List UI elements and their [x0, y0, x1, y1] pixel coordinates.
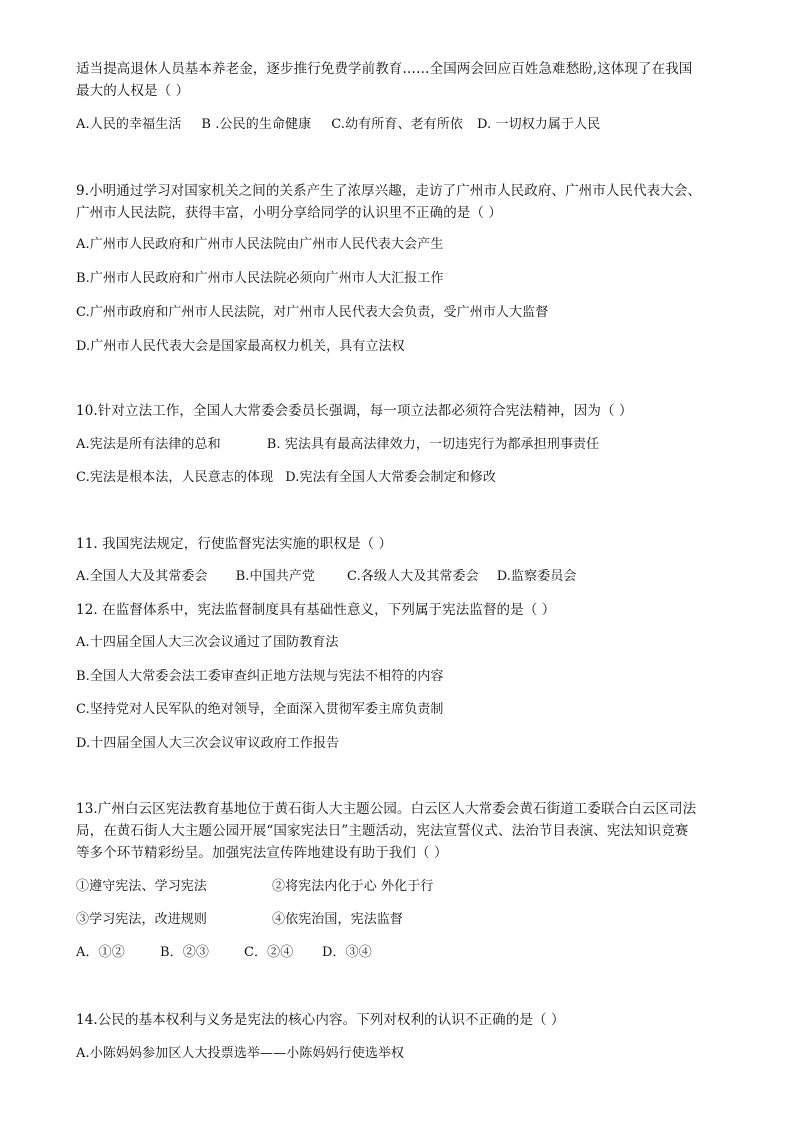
q11-option-b: B.中国共产党 — [235, 569, 316, 584]
q14-stem: 14.公民的基本权利与义务是宪法的核心内容。下列对权利的认识不正确的是（ ） — [76, 1012, 565, 1028]
q11-stem: 11. 我国宪法规定，行使监督宪法实施的职权是（ ） — [76, 536, 393, 552]
q13-items-row1 — [76, 878, 433, 896]
q8-option-d: D. 一切权力属于人民 — [476, 117, 601, 132]
q13-stem-line1: 13.广州白云区宪法教育基地位于黄石街人大主题公园。白云区人大常委会黄石街道工委联合白云区司法 — [76, 801, 697, 817]
q13-items-row2 — [76, 911, 403, 929]
q12-stem: 12. 在监督体系中，宪法监督制度具有基础性意义，下列属于宪法监督的是（ ） — [76, 602, 556, 618]
q13-item-3: ③学习宪法，改进规则 — [76, 912, 208, 927]
q8-options — [76, 116, 600, 134]
q11-options — [76, 568, 577, 586]
q8-stem-line2: 最大的人权是（ ） — [76, 83, 190, 99]
q10-options-row2 — [76, 469, 496, 487]
q10-option-a: A.宪法是所有法律的总和 — [76, 437, 221, 452]
q9-stem-line1: 9.小明通过学习对国家机关之间的关系产生了浓厚兴趣，走访了广州市人民政府、广州市人民代表大会、 — [76, 183, 702, 199]
q13-item-2: ②将宪法内化于心 外化于行 — [272, 879, 434, 894]
q9-option-a: A.广州市人民政府和广州市人民法院由广州市人民代表大会产生 — [76, 237, 444, 252]
q13-stem-line2: 局，在黄石街人大主题公园开展“国家宪法日”主题活动，宪法宣誓仪式、法治节目表演、宪法知识竞赛 — [76, 823, 689, 839]
q12-option-d: D.十四届全国人大三次会议审议政府工作报告 — [76, 736, 340, 751]
q9-stem-line2: 广州市人民法院，获得丰富，小明分享给同学的认识里不正确的是（ ） — [76, 205, 502, 221]
q12-option-a: A.十四届全国人大三次会议通过了国防教育法 — [76, 635, 339, 650]
q11-option-c: C.各级人大及其常委会 — [347, 569, 479, 584]
q11-option-a: A.全国人大及其常委会 — [76, 569, 208, 584]
q13-item-1: ①遵守宪法、学习宪法 — [76, 879, 208, 894]
q13-stem-line3: 等多个环节精彩纷呈。加强宪法宣传阵地建设有助于我们（ ） — [76, 845, 448, 861]
q10-option-d: D.宪法有全国人大常委会制定和修改 — [285, 470, 497, 485]
q13-options — [76, 944, 372, 962]
q13-option-c: C．②④ — [244, 945, 294, 960]
q10-options-row1 — [76, 436, 599, 454]
q10-stem: 10.针对立法工作，全国人大常委会委员长强调，每一项立法都必须符合宪法精神，因为（ ） — [76, 403, 633, 419]
q8-option-b: B .公民的生命健康 — [201, 117, 312, 132]
q13-item-4: ④依宪治国，宪法监督 — [272, 912, 404, 927]
q12-option-b: B.全国人大常委会法工委审查纠正地方法规与宪法不相符的内容 — [76, 669, 444, 684]
q8-option-c: C.幼有所育、老有所依 — [331, 117, 463, 132]
q8-stem-line1: 适当提高退休人员基本养老金，逐步推行免费学前教育……全国两会回应百姓急难愁盼,这体现了在我国 — [76, 61, 693, 77]
q14-option-a: A.小陈妈妈参加区人大投票选举——小陈妈妈行使选举权 — [76, 1046, 405, 1061]
q11-option-d: D.监察委员会 — [496, 569, 577, 584]
q8-option-a: A.人民的幸福生活 — [76, 117, 182, 132]
q13-option-d: D．③④ — [322, 945, 372, 960]
q9-option-c: C.广州市政府和广州市人民法院，对广州市人民代表大会负责，受广州市人大监督 — [76, 305, 549, 320]
q10-option-c: C.宪法是根本法，人民意志的体现 — [76, 470, 274, 485]
q12-option-c: C.坚持党对人民军队的绝对领导，全面深入贯彻军委主席负责制 — [76, 702, 444, 717]
q9-option-d: D.广州市人民代表大会是国家最高权力机关，具有立法权 — [76, 339, 405, 354]
q13-option-b: B．②③ — [160, 945, 209, 960]
q9-option-b: B.广州市人民政府和广州市人民法院必须向广州市人大汇报工作 — [76, 271, 444, 286]
q10-option-b: B. 宪法具有最高法律效力，一切违宪行为都承担刑事责任 — [266, 437, 600, 452]
q13-option-a: A．①② — [76, 945, 125, 960]
